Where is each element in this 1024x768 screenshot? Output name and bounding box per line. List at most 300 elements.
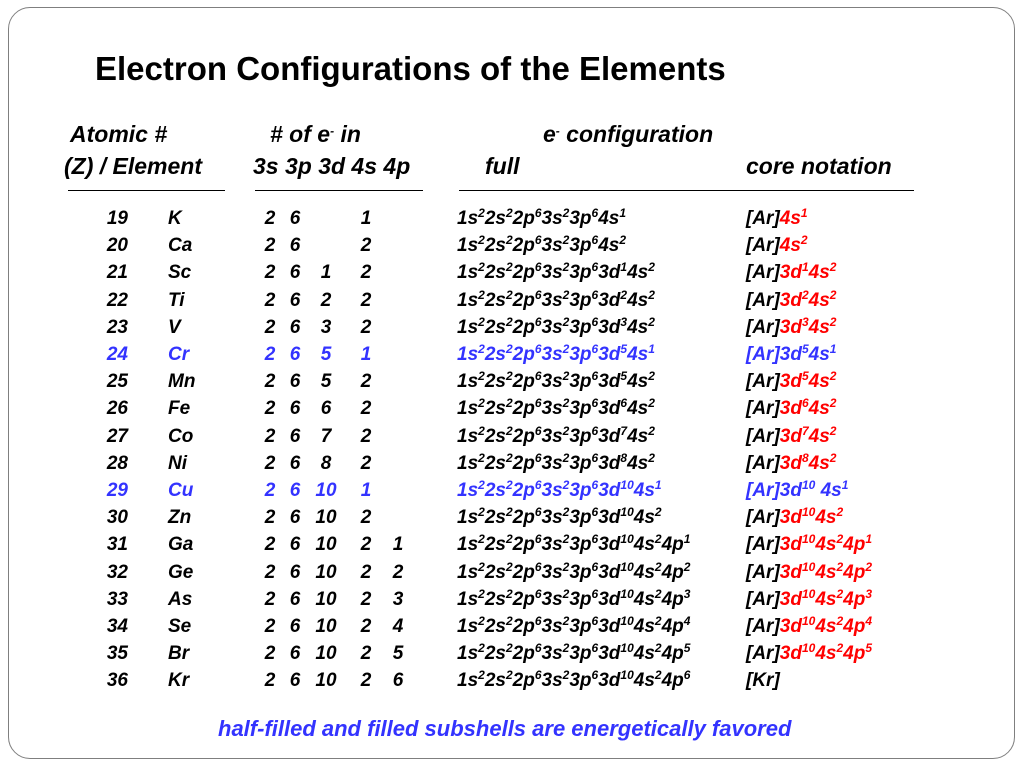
subshell-label: 3d [598, 452, 621, 474]
full-configuration [457, 423, 655, 448]
electron-count: 7 [620, 423, 628, 438]
subshell-label: 4s [627, 425, 649, 447]
electron-count: 10 [801, 559, 816, 574]
full-configuration [457, 534, 690, 556]
subshell-label: 2p [512, 371, 535, 393]
core-notation [746, 287, 837, 312]
subshell-label: 2s [484, 371, 506, 393]
subshell-label: 1s [457, 561, 479, 583]
core-prefix: [Ar] [746, 561, 780, 583]
header-subshells: 3s 3p 3d 4s 4p [253, 153, 411, 179]
electron-count: 2 [654, 586, 662, 601]
count-3p: 6 [289, 643, 301, 665]
count-4s: 2 [360, 534, 372, 556]
core-notation [746, 534, 872, 556]
subshell-label: 3d [779, 344, 802, 365]
electron-count: 2 [648, 287, 655, 302]
count-4s: 2 [360, 452, 372, 474]
subshell-label: 2s [484, 561, 506, 583]
electron-count: 10 [620, 478, 634, 492]
subshell-label: 3d [598, 398, 621, 420]
subshell-label: 3d [598, 480, 621, 501]
subshell-label: 2p [512, 643, 535, 665]
electron-count: 6 [591, 614, 599, 628]
subshell-label: 3s [541, 534, 563, 556]
atomic-number: 20 [106, 235, 128, 257]
subshell-label: 3p [569, 344, 592, 365]
electron-count: 5 [620, 342, 628, 356]
subshell-label: 4s [815, 588, 837, 610]
subshell-label: 3s [541, 398, 563, 420]
subshell-label: 2p [512, 452, 535, 474]
atomic-number: 19 [106, 208, 128, 229]
count-3p: 6 [289, 371, 301, 393]
electron-count: 2 [562, 342, 570, 356]
count-3s: 2 [264, 643, 276, 665]
subshell-label: 1s [457, 262, 479, 284]
electron-count: 3 [865, 586, 873, 601]
electron-count: 3 [620, 314, 628, 329]
electron-count: 6 [534, 423, 542, 438]
electron-count: 2 [654, 614, 662, 628]
core-notation [746, 670, 780, 692]
electron-count: 10 [620, 532, 634, 547]
core-prefix: [Ar] [746, 452, 780, 474]
electron-count: 2 [505, 260, 513, 275]
subshell-label: 3d [598, 561, 621, 583]
electron-count: 2 [478, 314, 485, 329]
subshell-label: 4s [627, 262, 649, 284]
count-3d: 5 [320, 371, 332, 393]
electron-count: 2 [562, 559, 570, 574]
core-valence [779, 314, 837, 338]
electron-count: 2 [505, 532, 513, 547]
electron-count: 2 [800, 233, 808, 248]
electron-count: 2 [562, 641, 570, 656]
electron-count: 1 [683, 532, 691, 547]
core-prefix: [Kr] [746, 670, 780, 692]
subshell-label: 3d [779, 425, 802, 447]
count-3p: 6 [289, 289, 301, 311]
header-core-notation: core notation [746, 153, 892, 179]
core-valence [779, 423, 837, 447]
electron-count: 2 [562, 206, 570, 220]
subshell-label: 4p [661, 588, 684, 610]
count-4s: 2 [360, 616, 372, 637]
core-valence [780, 480, 849, 501]
subshell-label: 3s [541, 561, 563, 583]
subshell-label: 4s [598, 208, 620, 229]
subshell-label: 4s [633, 534, 655, 556]
atomic-number: 34 [106, 616, 128, 637]
element-symbol: Fe [168, 398, 191, 420]
electron-count: 2 [478, 505, 485, 520]
subshell-label: 3d [598, 643, 621, 665]
electron-count: 2 [478, 206, 485, 220]
electron-count: 2 [648, 396, 655, 411]
subshell-label: 3p [569, 289, 592, 311]
count-4s: 2 [360, 289, 372, 311]
subshell-label: 4s [808, 289, 830, 311]
core-notation [746, 507, 843, 529]
subshell-label: 4p [661, 561, 684, 583]
subshell-label: 4p [843, 534, 866, 556]
subshell-label: 1s [457, 289, 479, 311]
atomic-number: 36 [106, 670, 128, 692]
subshell-label: 3d [598, 588, 621, 610]
subshell-label: 3p [569, 670, 592, 692]
electron-count: 6 [534, 586, 542, 601]
electron-count: 2 [648, 369, 655, 384]
full-configuration [457, 208, 626, 230]
core-prefix: [Ar] [746, 643, 780, 665]
subshell-label: 3d [598, 670, 621, 692]
count-3d: 5 [320, 344, 332, 365]
full-configuration [457, 559, 691, 584]
count-4s: 2 [360, 262, 372, 284]
count-4s: 1 [360, 344, 372, 365]
count-4s: 2 [360, 561, 372, 583]
electron-count: 2 [478, 586, 485, 601]
electron-count: 10 [801, 641, 816, 656]
subshell-label: 2p [512, 398, 535, 420]
electron-count: 8 [801, 450, 809, 465]
subshell-label: 3s [541, 480, 563, 501]
electron-count: 2 [505, 206, 513, 220]
electron-count: 2 [478, 287, 485, 302]
subshell-label: 3d [598, 425, 621, 447]
electron-count: 2 [478, 450, 485, 465]
electron-count: 10 [801, 478, 816, 492]
subshell-label: 3d [779, 507, 802, 529]
electron-count: 5 [865, 641, 873, 656]
atomic-number: 27 [106, 425, 128, 447]
electron-count: 6 [534, 314, 542, 329]
subshell-label: 4p [843, 616, 866, 637]
electron-count: 2 [836, 559, 844, 574]
subshell-label: 3d [779, 534, 802, 556]
subshell-label: 3d [779, 452, 802, 474]
electron-count: 6 [534, 478, 542, 492]
electron-count: 2 [829, 369, 837, 384]
count-4s: 2 [360, 371, 372, 393]
atomic-number: 35 [106, 643, 128, 665]
electron-count: 6 [534, 206, 542, 220]
subshell-label: 2p [512, 588, 535, 610]
element-symbol: Ga [168, 534, 194, 556]
count-3s: 2 [264, 262, 276, 284]
subshell-label: 2p [512, 316, 535, 338]
count-3p: 6 [289, 616, 301, 637]
header-configuration: e- configuration [543, 121, 714, 147]
electron-count: 6 [591, 641, 599, 656]
count-3d: 10 [315, 534, 337, 556]
subshell-label: 4s [808, 371, 830, 393]
subshell-label: 3p [569, 534, 592, 556]
electron-count: 2 [648, 423, 655, 438]
count-3p: 6 [289, 507, 301, 529]
subshell-label: 4s [779, 208, 801, 229]
subshell-label: 1s [457, 316, 479, 338]
subshell-label: 3s [541, 670, 563, 692]
subshell-label: 1s [457, 643, 479, 665]
atomic-number: 32 [106, 561, 128, 583]
subshell-label: 4s [633, 616, 655, 637]
electron-count: 6 [591, 314, 599, 329]
subshell-label: 2s [484, 588, 506, 610]
electron-count: 1 [648, 342, 655, 356]
subshell-label: 1s [457, 507, 479, 529]
element-symbol: Se [168, 616, 192, 637]
count-4s: 2 [360, 398, 372, 420]
subshell-label: 4s [808, 398, 830, 420]
electron-count: 6 [534, 233, 542, 248]
electron-count: 2 [478, 342, 485, 356]
subshell-label: 3s [541, 344, 563, 365]
count-3p: 6 [289, 208, 301, 229]
element-symbol: V [168, 316, 181, 338]
core-prefix: [Ar] [746, 262, 780, 284]
electron-count: 7 [801, 423, 809, 438]
electron-count: 2 [505, 614, 513, 628]
subshell-label: 1s [457, 616, 479, 637]
subshell-label: 4s [815, 534, 837, 556]
subshell-label: 2p [512, 534, 535, 556]
core-prefix: [Ar] [746, 588, 780, 610]
electron-count: 2 [478, 233, 485, 248]
subshell-label: 1s [457, 670, 479, 692]
page-title: Electron Configurations of the Elements [95, 50, 726, 87]
count-3d: 3 [320, 316, 332, 338]
full-configuration [457, 450, 655, 475]
subshell-label: 3d [779, 561, 802, 583]
electron-count: 2 [562, 233, 570, 248]
electron-count: 2 [505, 450, 513, 465]
electron-count: 1 [800, 206, 808, 220]
subshell-label: 3d [598, 371, 621, 393]
full-configuration [457, 586, 691, 611]
electron-count: 5 [620, 369, 628, 384]
electron-count: 6 [534, 668, 542, 683]
subshell-label: 4p [843, 588, 866, 610]
subshell-label: 4s [627, 398, 649, 420]
header-z-element: (Z) / Element [64, 153, 203, 179]
subshell-label: 2s [484, 344, 506, 365]
electron-count: 6 [591, 559, 599, 574]
electron-count: 1 [865, 532, 873, 547]
electron-count: 10 [620, 505, 634, 520]
count-3d: 6 [320, 398, 332, 420]
subshell-label: 3d [598, 316, 621, 338]
subshell-label: 3p [569, 480, 592, 501]
subshell-label: 3s [541, 643, 563, 665]
count-3s: 2 [264, 208, 276, 229]
count-3s: 2 [264, 316, 276, 338]
electron-count: 6 [591, 450, 599, 465]
core-prefix: [Ar] [746, 344, 780, 365]
subshell-label: 4p [661, 534, 684, 556]
electron-count: 10 [801, 505, 816, 520]
header-full: full [485, 153, 520, 179]
subshell-label: 3d [779, 398, 802, 420]
count-4p: 5 [392, 643, 404, 665]
electron-count: 10 [801, 614, 816, 628]
electron-count: 2 [505, 478, 513, 492]
full-configuration [457, 262, 655, 284]
count-3p: 6 [289, 262, 301, 284]
atomic-number: 23 [106, 316, 128, 338]
subshell-label: 2s [484, 480, 506, 501]
electron-count: 6 [591, 396, 599, 411]
subshell-label: 3d [779, 316, 802, 338]
subshell-label: 1s [457, 344, 479, 365]
electron-count: 6 [534, 396, 542, 411]
electron-count: 6 [534, 505, 542, 520]
electron-count: 1 [829, 342, 837, 356]
subshell-label: 3d [598, 289, 621, 311]
subshell-label: 4s [633, 588, 655, 610]
electron-count: 2 [562, 532, 570, 547]
core-notation [746, 314, 837, 339]
subshell-label: 4s [633, 507, 655, 529]
core-notation [746, 344, 836, 366]
subshell-label: 4s [808, 344, 830, 365]
count-3d: 10 [315, 561, 337, 583]
element-symbol: Zn [168, 507, 192, 529]
electron-count: 2 [654, 559, 662, 574]
count-3s: 2 [264, 371, 276, 393]
electron-count: 2 [478, 641, 485, 656]
core-valence [779, 559, 873, 583]
electron-count: 6 [534, 532, 542, 547]
count-3s: 2 [264, 507, 276, 529]
electron-count: 2 [562, 287, 570, 302]
count-4s: 1 [360, 208, 372, 229]
subshell-label: 4s [627, 452, 649, 474]
count-3p: 6 [289, 534, 301, 556]
subshell-label: 4s [627, 344, 649, 365]
element-symbol: Sc [168, 262, 192, 284]
core-prefix: [Ar] [746, 235, 780, 257]
electron-count: 2 [505, 233, 513, 248]
count-3s: 2 [264, 534, 276, 556]
subshell-label: 4s [808, 425, 830, 447]
subshell-label: 2s [484, 208, 506, 229]
count-3d: 1 [320, 262, 332, 284]
electron-count: 2 [505, 287, 513, 302]
electron-count: 2 [836, 505, 844, 520]
electron-count: 10 [801, 586, 816, 601]
subshell-label: 4s [633, 480, 655, 501]
electron-count: 2 [562, 423, 570, 438]
core-valence [779, 586, 873, 610]
electron-count: 2 [562, 369, 570, 384]
count-3d: 10 [315, 480, 337, 501]
electron-count: 2 [801, 287, 809, 302]
subshell-label: 3s [541, 507, 563, 529]
subshell-label: 3p [569, 616, 592, 637]
core-notation [746, 559, 873, 584]
subshell-label: 2s [484, 643, 506, 665]
electron-count: 2 [478, 369, 485, 384]
subshell-label: 2p [512, 344, 535, 365]
electron-count: 6 [534, 641, 542, 656]
electron-count: 2 [505, 559, 513, 574]
subshell-label: 3p [569, 235, 592, 257]
electron-count: 6 [534, 342, 542, 356]
electron-count: 2 [829, 314, 837, 329]
count-4s: 2 [360, 643, 372, 665]
subshell-label: 4p [661, 643, 684, 665]
subshell-label: 4s [808, 262, 830, 284]
subshell-label: 4s [598, 235, 620, 257]
count-3p: 6 [289, 561, 301, 583]
element-symbol: As [168, 588, 193, 610]
core-valence [780, 398, 837, 419]
atomic-number: 28 [106, 452, 128, 474]
subshell-label: 2s [484, 289, 506, 311]
subshell-label: 3s [541, 289, 563, 311]
core-notation [746, 235, 808, 257]
electron-count: 2 [505, 423, 513, 438]
electron-count: 3 [801, 314, 809, 329]
electron-count: 2 [562, 450, 570, 465]
footnote: half-filled and filled subshells are energetically favored [218, 716, 792, 741]
core-valence [780, 371, 837, 392]
element-symbol: Cu [168, 480, 194, 501]
electron-count: 2 [478, 478, 485, 492]
subshell-label: 4s [815, 561, 837, 583]
subshell-label: 1s [457, 398, 479, 420]
subshell-label: 2p [512, 289, 535, 311]
subshell-label: 3p [569, 316, 592, 338]
subshell-label: 4s [815, 507, 837, 529]
electron-count: 6 [534, 559, 542, 574]
subshell-label: 1s [457, 371, 479, 393]
subshell-label: 2s [484, 534, 506, 556]
subshell-label: 2p [512, 425, 535, 447]
subshell-label: 3s [541, 588, 563, 610]
electron-count: 2 [562, 396, 570, 411]
subshell-label: 3d [598, 344, 621, 365]
subshell-label: 2s [484, 670, 506, 692]
electron-count: 4 [865, 614, 873, 628]
electron-count: 5 [801, 342, 809, 356]
electron-count: 6 [591, 260, 599, 275]
element-symbol: Ge [168, 561, 194, 583]
subshell-label: 3d [779, 371, 802, 393]
count-3p: 6 [289, 398, 301, 420]
core-notation [746, 371, 836, 393]
atomic-number: 21 [106, 262, 128, 284]
count-3p: 6 [289, 316, 301, 338]
subshell-label: 4s [627, 371, 649, 393]
electron-count: 6 [591, 287, 599, 302]
subshell-label: 3p [569, 452, 592, 474]
electron-count: 2 [478, 559, 485, 574]
count-3p: 6 [289, 452, 301, 474]
subshell-label: 2s [484, 398, 506, 420]
electron-count: 2 [654, 668, 662, 683]
electron-count: 2 [829, 450, 837, 465]
count-3s: 2 [264, 616, 276, 637]
electron-count: 10 [620, 668, 634, 683]
subshell-label: 4s [815, 643, 837, 665]
core-prefix: [Ar] [746, 534, 780, 556]
electron-count: 2 [505, 641, 513, 656]
electron-count: 2 [478, 532, 485, 547]
subshell-label: 3d [779, 262, 802, 284]
